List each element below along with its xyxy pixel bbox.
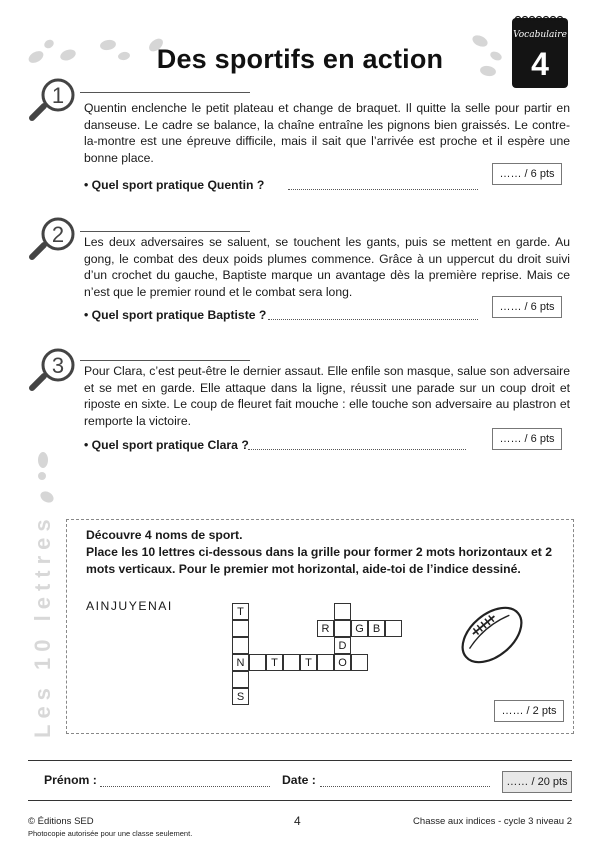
grid-cell[interactable] bbox=[232, 637, 249, 654]
separator-line bbox=[80, 92, 250, 93]
exercise-3-score: …… / 6 pts bbox=[492, 428, 562, 450]
grid-cell[interactable]: B bbox=[368, 620, 385, 637]
total-score: …… / 20 pts bbox=[502, 771, 572, 793]
grid-cell[interactable]: T bbox=[232, 603, 249, 620]
exercise-1-text: Quentin enclenche le petit plateau et change de braquet. Il quitte la selle pour partir en danseuse. Le cadre se balance, la chaîne entraîne les pignons bien graissés. Le contre-la-montre est une épreuve difficile, mais il sait que l’arrivée est proche et il espère une bonne place. bbox=[84, 101, 570, 166]
puzzle-instruction-2: Place les 10 lettres ci-dessous dans la grille pour former 2 mots horizontaux et 2 mots verticaux. Pour le premier mot horizontal, aide-toi de l’indice dessiné. bbox=[86, 545, 552, 576]
exercise-1-question: • Quel sport pratique Quentin ? bbox=[84, 178, 265, 192]
exercise-2-score: …… / 6 pts bbox=[492, 296, 562, 318]
exercise-1-score: …… / 6 pts bbox=[492, 163, 562, 185]
photocopy-note: Photocopie autorisée pour une classe seulement. bbox=[28, 829, 193, 838]
series-label: Chasse aux indices - cycle 3 niveau 2 bbox=[413, 816, 572, 827]
badge-number: 4 bbox=[531, 46, 549, 82]
grid-cell[interactable] bbox=[249, 654, 266, 671]
grid-cell[interactable]: S bbox=[232, 688, 249, 705]
exercise-2-question: • Quel sport pratique Baptiste ? bbox=[84, 308, 267, 322]
spiral-binding-icon bbox=[514, 14, 566, 22]
exercise-3-answer-line[interactable] bbox=[248, 449, 466, 450]
svg-text:2: 2 bbox=[51, 222, 65, 247]
exercise-3-text: Pour Clara, c’est peut-être le dernier assaut. Elle enfile son masque, salue son adversaire et se met en garde. Elle attaque dans la ligne, réussit une parade sur un coup droit et riposte en sixte. Le coup de fleuret fait mouche : elle touche son adversaire au plastron et remporte la victoire. bbox=[84, 364, 570, 429]
magnifier-number-icon bbox=[26, 346, 86, 394]
svg-text:3: 3 bbox=[51, 353, 65, 378]
page-title: Des sportifs en action bbox=[156, 44, 444, 74]
exercise-3-question: • Quel sport pratique Clara ? bbox=[84, 438, 249, 452]
copyright: © Éditions SED bbox=[28, 816, 94, 827]
grid-cell[interactable]: T bbox=[266, 654, 283, 671]
date-label: Date : bbox=[282, 773, 316, 787]
exercise-2-answer-line[interactable] bbox=[268, 319, 478, 320]
grid-cell[interactable] bbox=[385, 620, 402, 637]
grid-cell[interactable]: N bbox=[232, 654, 249, 671]
grid-cell[interactable] bbox=[232, 671, 249, 688]
footprint-decoration bbox=[38, 472, 46, 480]
footer-separator bbox=[28, 800, 572, 801]
separator-line bbox=[80, 360, 250, 361]
grid-cell[interactable]: T bbox=[300, 654, 317, 671]
separator-line bbox=[80, 231, 250, 232]
badge-label: Vocabulaire bbox=[513, 30, 567, 40]
grid-cell[interactable]: R bbox=[317, 620, 334, 637]
exercise-1-answer-line[interactable] bbox=[288, 189, 478, 190]
rugby-ball-icon bbox=[452, 595, 532, 675]
page-number: 4 bbox=[294, 814, 301, 828]
grid-cell[interactable]: D bbox=[334, 637, 351, 654]
grid-cell[interactable] bbox=[334, 620, 351, 637]
puzzle-score: …… / 2 pts bbox=[494, 700, 564, 722]
grid-cell[interactable] bbox=[334, 603, 351, 620]
grid-cell[interactable]: G bbox=[351, 620, 368, 637]
prenom-label: Prénom : bbox=[44, 773, 97, 787]
grid-cell[interactable] bbox=[283, 654, 300, 671]
puzzle-instruction-1: Découvre 4 noms de sport. bbox=[86, 528, 243, 542]
magnifier-number-icon bbox=[26, 76, 86, 124]
svg-text:1: 1 bbox=[51, 83, 65, 108]
grid-cell[interactable] bbox=[351, 654, 368, 671]
exercise-2-text: Les deux adversaires se saluent, se touchent les gants, puis se mettent en garde. Au gong, le combat des deux poids plumes commence. Grâce à un uppercut du droit suivi d’un crochet du gauche, Baptiste marque un avantage dès la première reprise. Mais ce n’est que le premier round et le combat sera long. bbox=[84, 235, 570, 300]
footprint-decoration bbox=[38, 489, 55, 505]
grid-cell[interactable]: O bbox=[334, 654, 351, 671]
footprint-decoration bbox=[38, 452, 48, 468]
puzzle-letters: AINJUYENAI bbox=[86, 599, 173, 613]
magnifier-number-icon bbox=[26, 215, 86, 263]
prenom-input[interactable] bbox=[100, 786, 270, 787]
grid-cell[interactable] bbox=[317, 654, 334, 671]
date-input[interactable] bbox=[320, 786, 490, 787]
grid-cell[interactable] bbox=[232, 620, 249, 637]
side-title: Les 10 lettres bbox=[30, 513, 55, 738]
footer-separator bbox=[28, 760, 572, 761]
